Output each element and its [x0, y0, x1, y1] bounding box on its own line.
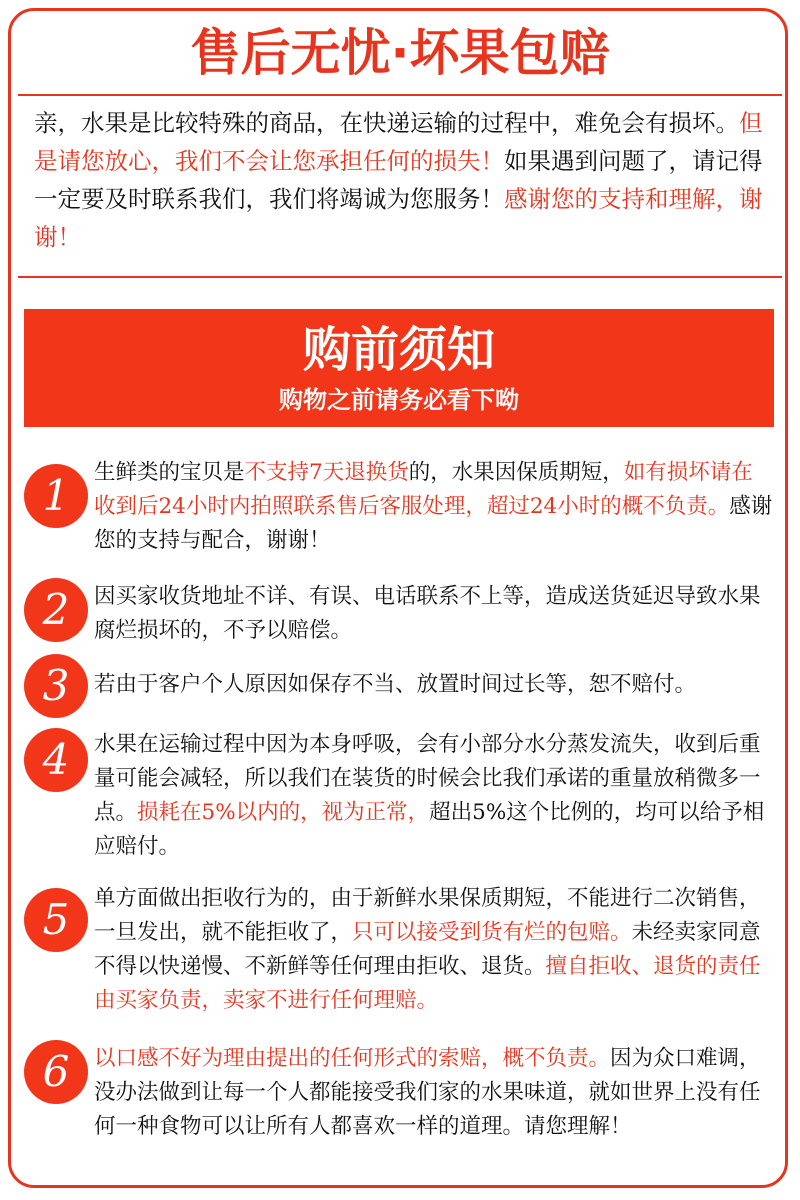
intro-divider — [18, 276, 782, 278]
notice-segment: 未经卖家同意不得以快递慢、不新鲜等任何理由拒收、退货。 — [94, 920, 761, 979]
notice-segment: 感谢您的支持与配合，谢谢！ — [94, 494, 773, 553]
notice-text — [94, 580, 774, 648]
intro-segment-highlight: 感谢您的支持和理解，谢谢！ — [34, 185, 763, 251]
banner-title: 购前须知 — [302, 322, 495, 378]
notice-segment-highlight: 如有损坏请在收到后24小时内拍照联系售后客服处理，超过24小时的概不负责。 — [94, 460, 753, 519]
notice-text — [94, 668, 774, 702]
intro-segment: 如果遇到问题了，请记得一定要及时联系我们，我们将竭诚为您服务！ — [34, 147, 763, 213]
number-badge: 6 — [24, 1040, 88, 1104]
notice-segment-highlight: 不支持7天退换货 — [244, 460, 409, 485]
page-title: 售后无忧·坏果包赔 — [190, 24, 610, 82]
notice-segment: 超出5%这个比例的，均可以给予相应赔付。 — [94, 800, 765, 859]
intro-paragraph — [34, 104, 774, 256]
notice-text — [94, 882, 774, 1018]
intro-segment: 亲，水果是比较特殊的商品，在快递运输的过程中，难免会有损坏。 — [34, 109, 739, 137]
notice-segment: 若由于客户个人原因如保存不当、放置时间过长等，恕不赔付。 — [94, 672, 697, 697]
intro-segment-highlight: 但是请您放心，我们不会让您承担任何的损失！ — [34, 109, 763, 175]
notice-segment-highlight: 只可以接受到货有烂的包赔。 — [352, 920, 632, 945]
notice-segment-highlight: 损耗在5%以内的，视为正常， — [137, 800, 430, 825]
notice-segment-highlight: 擅自拒收、退货的责任由买家负责，卖家不进行任何理赔。 — [94, 954, 761, 1013]
notice-segment: 单方面做出拒收行为的，由于新鲜水果保质期短，不能进行二次销售，一旦发出，就不能拒收了， — [94, 886, 761, 945]
notice-segment: 生鲜类的宝贝是 — [94, 460, 245, 485]
notice-segment: 的，水果因保质期短， — [408, 460, 624, 485]
notice-segment-highlight: 以口感不好为理由提出的任何形式的索赔，概不负责。 — [94, 1046, 611, 1071]
notice-text — [94, 456, 774, 558]
number-badge: 5 — [24, 888, 88, 952]
notice-text — [94, 728, 774, 864]
title-divider — [18, 94, 782, 96]
notice-text — [94, 1042, 774, 1144]
notice-segment: 因买家收货地址不详、有误、电话联系不上等，造成送货延迟导致水果腐烂损坏的，不予以赔偿。 — [94, 584, 761, 643]
notice-banner — [24, 309, 774, 427]
banner-subtitle: 购物之前请务必看下呦 — [279, 386, 519, 414]
number-badge: 4 — [24, 728, 88, 792]
number-badge: 1 — [24, 464, 88, 528]
number-badge: 3 — [24, 654, 88, 718]
number-badge: 2 — [24, 578, 88, 642]
notice-segment: 因为众口难调，没办法做到让每一个人都能接受我们家的水果味道，就如世界上没有任何一种食物可以让所有人都喜欢一样的道理。请您理解！ — [94, 1046, 761, 1139]
notice-segment: 水果在运输过程中因为本身呼吸，会有小部分水分蒸发流失，收到后重量可能会减轻，所以我们在装货的时候会比我们承诺的重量放稍微多一点。 — [94, 732, 761, 825]
